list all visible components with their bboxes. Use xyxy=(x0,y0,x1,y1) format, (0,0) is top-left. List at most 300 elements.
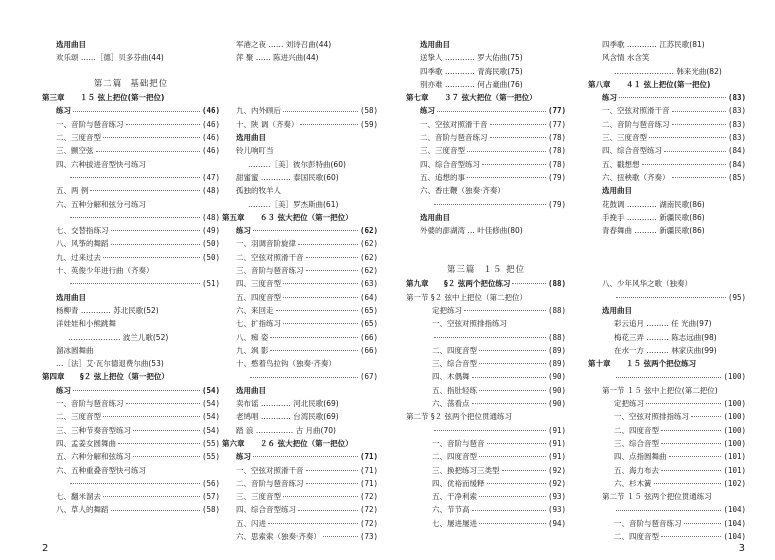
toc-entry xyxy=(222,158,378,171)
entry-text: 杨柳青 ………… 苏北民歌(52) xyxy=(56,305,159,315)
page-ref: (104) xyxy=(723,531,746,541)
toc-entry xyxy=(42,357,220,370)
part-title-text: １５ 把位 xyxy=(483,265,526,276)
toc-entry xyxy=(588,397,746,410)
part-title-text: 第三篇 xyxy=(446,265,476,276)
page-ref: (48) xyxy=(201,212,220,222)
dot-leader xyxy=(103,496,200,497)
entry-text: 四、三度音型 xyxy=(236,279,281,289)
dot-leader xyxy=(472,377,546,378)
dot-leader xyxy=(619,97,726,98)
toc-entry xyxy=(588,424,746,437)
dot-leader xyxy=(298,244,358,245)
toc-entry xyxy=(222,344,378,357)
entry-text: 四、综合音型练习 xyxy=(236,505,296,515)
toc-entry xyxy=(588,211,746,224)
part-title-text: 第二篇 xyxy=(93,78,123,89)
dot-leader xyxy=(479,390,546,391)
toc-entry xyxy=(222,118,378,131)
page-ref: (92) xyxy=(547,478,566,488)
dot-leader xyxy=(96,151,200,152)
page-ref: (62) xyxy=(359,226,378,236)
toc-entry xyxy=(222,237,378,250)
entry-text: 老鸠唱 ………… 台湾民歌(69) xyxy=(236,412,339,422)
entry-text: 三、音阶与琶音练习 xyxy=(236,266,304,276)
entry-text: 二、四度音型 xyxy=(432,345,477,355)
toc-entry xyxy=(406,158,566,171)
entry-text: 练习 xyxy=(602,93,617,103)
page-ref: (89) xyxy=(547,345,566,355)
dot-leader xyxy=(283,111,358,112)
section-heading xyxy=(588,184,746,197)
chapter-label: 第十章 xyxy=(588,359,611,369)
toc-entry xyxy=(42,144,220,157)
toc-entry xyxy=(406,410,566,423)
page-ref: (49) xyxy=(201,226,220,236)
toc-column-2 xyxy=(222,38,378,543)
toc-entry xyxy=(42,224,220,237)
entry-text: 五、戳想想 xyxy=(602,159,640,169)
dot-leader xyxy=(306,270,358,271)
entry-text: 十、英俊少年进行曲（齐奏） xyxy=(56,266,154,276)
toc-entry xyxy=(222,397,378,410)
dot-leader xyxy=(323,536,358,537)
chapter-label: 第三章 xyxy=(42,93,65,103)
dot-leader xyxy=(283,297,358,298)
entry-text: 七、扩指练习 xyxy=(236,319,281,329)
page-ref: (90) xyxy=(547,385,566,395)
entry-text: 军港之夜 …… 刘诗召曲(44) xyxy=(236,40,332,49)
page-ref: (77) xyxy=(547,119,566,129)
page-ref: (66) xyxy=(359,345,378,355)
toc-entry xyxy=(222,304,378,317)
toc-entry xyxy=(222,490,378,503)
dot-leader xyxy=(133,456,200,457)
page-ref: (78) xyxy=(547,159,566,169)
dot-leader xyxy=(512,283,546,284)
chapter-label: 第七章 xyxy=(406,93,429,103)
entry-text: 定把练习 xyxy=(432,305,462,315)
dot-leader xyxy=(133,430,200,431)
page-ref: (104) xyxy=(723,505,746,515)
toc-entry xyxy=(222,291,378,304)
section-heading xyxy=(222,384,378,397)
entry-text: 铃儿响叮当 xyxy=(236,146,274,156)
entry-text: 送挚人 ………… 罗大佑曲(75) xyxy=(420,53,523,63)
page-ref: (100) xyxy=(723,425,746,435)
toc-entry xyxy=(406,144,566,157)
chapter-title xyxy=(406,277,566,290)
toc-entry xyxy=(42,237,220,250)
toc-entry xyxy=(42,211,220,224)
dot-leader xyxy=(70,283,200,284)
page-ref: (72) xyxy=(359,518,378,528)
toc-entry xyxy=(588,477,746,490)
toc-entry xyxy=(42,131,220,144)
entry-text: 七、翻米溜去 xyxy=(56,492,101,502)
toc-entry xyxy=(42,304,220,317)
toc-entry xyxy=(406,131,566,144)
dot-leader xyxy=(306,483,358,484)
chapter-name: §２ 弦两个把位练习 xyxy=(444,279,511,289)
entry-text: 十、憨着鸟拉钩（独奏·齐奏） xyxy=(236,359,336,369)
entry-text: 在水一方 ……… 林家庆曲(99) xyxy=(614,345,717,355)
page-ref: (57) xyxy=(201,492,220,502)
entry-text: 五、海力布去 xyxy=(614,465,659,475)
section-heading xyxy=(42,38,220,51)
toc-entry xyxy=(222,477,378,490)
page-ref: (67) xyxy=(359,372,378,382)
dot-leader xyxy=(437,111,546,112)
page-ref: (101) xyxy=(723,452,746,462)
chapter-label: 第五章 xyxy=(222,212,245,222)
toc-entry xyxy=(42,410,220,423)
entry-text: 二、三度音型 xyxy=(56,412,101,422)
entry-text: 七、屡进屡进 xyxy=(432,518,477,528)
dot-leader xyxy=(118,443,200,444)
toc-entry xyxy=(588,503,746,516)
entry-text: 风含情 水含笑 xyxy=(602,53,650,63)
entry-text: 三、换把练习三类型 xyxy=(432,465,500,475)
chapter-name: §２ 弦上把位（第一把位） xyxy=(80,372,169,382)
toc-entry xyxy=(42,464,220,477)
page-ref: (71) xyxy=(359,478,378,488)
dot-leader xyxy=(479,350,546,351)
page-ref: (91) xyxy=(547,452,566,462)
toc-entry xyxy=(588,450,746,463)
entry-text: 五、闪进 xyxy=(236,518,266,528)
entry-text: 花鼓调 ………… 湖南民歌(86) xyxy=(602,199,705,209)
toc-entry xyxy=(406,291,566,304)
dot-leader xyxy=(616,377,721,378)
toc-entry xyxy=(42,424,220,437)
dot-leader xyxy=(616,297,726,298)
page-ref: (90) xyxy=(547,372,566,382)
toc-entry xyxy=(222,464,378,477)
entry-text: 三、三度音型 xyxy=(236,492,281,502)
chapter-title xyxy=(588,357,746,370)
entry-text: 萍 聚 …… 陈进兴曲(44) xyxy=(236,53,319,63)
entry-text: 五、指肚轻练 xyxy=(432,385,477,395)
page-ref: (71) xyxy=(359,452,378,462)
toc-entry xyxy=(588,344,746,357)
toc-entry xyxy=(588,38,746,51)
dot-leader xyxy=(306,257,358,258)
entry-text: 六、思索索（独奏·齐奏） xyxy=(236,531,321,541)
dot-leader xyxy=(479,363,546,364)
toc-entry xyxy=(222,51,378,64)
entry-text: 一、音阶与琶音练习 xyxy=(614,518,682,528)
entry-text: 五、干净利索 xyxy=(432,492,477,502)
chapter-title xyxy=(222,437,378,450)
entry-text: 五、四度音型 xyxy=(236,292,281,302)
dot-leader xyxy=(661,470,721,471)
chapter-label: 第六章 xyxy=(222,438,245,448)
toc-entry xyxy=(588,51,746,64)
page-ref: (88) xyxy=(547,332,566,342)
chapter-name: ２６ 弦大把位（第一把位） xyxy=(260,438,353,448)
page-ref: (91) xyxy=(547,425,566,435)
entry-text: 彩云追月 ……… 任 光曲(97) xyxy=(614,319,712,329)
page-ref: (54) xyxy=(201,399,220,409)
page-ref: (58) xyxy=(359,106,378,116)
toc-entry xyxy=(222,277,378,290)
toc-entry xyxy=(406,450,566,463)
dot-leader xyxy=(70,177,200,178)
section-heading-text: 选用曲目 xyxy=(236,385,266,395)
entry-text: 三、三度音型 xyxy=(602,133,647,143)
entry-text: 青春舞曲 ……… 新疆民歌(86) xyxy=(602,226,705,236)
page-ref: (50) xyxy=(201,239,220,249)
dot-leader xyxy=(283,283,358,284)
toc-entry xyxy=(406,370,566,383)
dot-leader xyxy=(434,204,546,205)
part-title xyxy=(42,78,220,91)
dot-leader xyxy=(283,323,358,324)
toc-entry xyxy=(588,317,746,330)
entry-text: 八、痴 姿 xyxy=(236,332,269,342)
chapter-title xyxy=(588,78,746,91)
page-ref: (93) xyxy=(547,505,566,515)
toc-entry xyxy=(42,264,220,277)
entry-text: 定把练习 xyxy=(614,399,644,409)
dot-leader xyxy=(300,124,358,125)
dot-leader xyxy=(250,377,358,378)
dot-leader xyxy=(482,164,546,165)
section-heading-text: 选用曲目 xyxy=(56,292,86,302)
entry-text: 第二节 §２ 弦两个把位贯通练习 xyxy=(406,412,513,422)
toc-column-3 xyxy=(406,38,566,530)
entry-text: 手挽手 ………… 新疆民歌(86) xyxy=(602,212,705,222)
toc-entry xyxy=(42,184,220,197)
dot-leader xyxy=(111,244,200,245)
toc-entry xyxy=(406,184,566,197)
dot-leader xyxy=(661,430,721,431)
entry-text: 别亦难 ………… 何占豪曲(76) xyxy=(420,79,523,89)
section-heading xyxy=(406,211,566,224)
page-number-left: 2 xyxy=(42,543,49,554)
toc-entry xyxy=(406,397,566,410)
page-ref: (54) xyxy=(201,412,220,422)
toc-entry xyxy=(222,198,378,211)
section-heading-text: 选用曲目 xyxy=(420,40,450,49)
chapter-name: １５ 弦两个把位练习 xyxy=(626,359,697,369)
entry-text: 七、交替指练习 xyxy=(56,226,109,236)
page-ref: (92) xyxy=(547,465,566,475)
toc-entry xyxy=(406,384,566,397)
section-heading-text: 选用曲目 xyxy=(602,305,632,315)
page-ref: (54) xyxy=(201,385,220,395)
entry-text: 第一节 １５ 弦中上把位(第二把位) xyxy=(602,385,718,395)
toc-entry xyxy=(42,317,220,330)
entry-text: 第二节 １５ 弦两个把位贯通练习 xyxy=(602,492,712,502)
page-ref: (54) xyxy=(201,425,220,435)
entry-text: 二、空弦对照滑干音 xyxy=(236,252,304,262)
page-ref: (88) xyxy=(547,305,566,315)
toc-entry xyxy=(588,65,746,78)
chapter-name: １５ 弦上把位(第一把位) xyxy=(80,93,165,103)
toc-entry xyxy=(222,530,378,543)
toc-entry xyxy=(588,144,746,157)
toc-entry xyxy=(222,38,378,51)
section-heading xyxy=(588,304,746,317)
entry-text: 孤独的牧羊人 xyxy=(236,186,281,196)
toc-entry xyxy=(406,304,566,317)
dot-leader xyxy=(253,230,358,231)
page-ref: (46) xyxy=(201,146,220,156)
entry-text: 五、两 例 xyxy=(56,186,89,196)
entry-text: 外婆的澎湖湾 … 叶佳修曲(80) xyxy=(420,226,523,236)
page-ref: (83) xyxy=(727,93,746,103)
toc-entry xyxy=(222,171,378,184)
toc-entry xyxy=(42,331,220,344)
page-ref: (101) xyxy=(723,465,746,475)
entry-text: 五、六种分解和弦练习 xyxy=(56,452,131,462)
entry-text: 练习 xyxy=(236,452,251,462)
entry-text: 二、音阶与琶音练习 xyxy=(420,133,488,143)
entry-text: 二、音阶与琶音练习 xyxy=(236,478,304,488)
toc-entry xyxy=(588,410,746,423)
page-ref: (73) xyxy=(359,531,378,541)
page-ref: (46) xyxy=(201,106,220,116)
spacer xyxy=(222,91,378,104)
toc-entry xyxy=(42,503,220,516)
dot-leader xyxy=(479,456,546,457)
page-ref: (95) xyxy=(727,292,746,302)
toc-entry xyxy=(588,118,746,131)
dot-leader xyxy=(490,137,546,138)
page-ref: (79) xyxy=(547,199,566,209)
toc-entry xyxy=(42,437,220,450)
entry-text: 六、节节高 xyxy=(432,505,470,515)
entry-text: 洋娃娃和小熊跳舞 xyxy=(56,319,116,329)
entry-text: 踏 浪 …………… 古 月曲(70) xyxy=(236,425,336,435)
toc-entry xyxy=(42,397,220,410)
page-ref: (90) xyxy=(547,399,566,409)
chapter-label: 第八章 xyxy=(588,79,611,89)
toc-entry xyxy=(406,464,566,477)
page-ref: (65) xyxy=(359,319,378,329)
section-heading-text: 选用曲目 xyxy=(602,186,632,196)
entry-text: 一、空弦对照滑干音 xyxy=(420,119,488,129)
dot-leader xyxy=(479,523,546,524)
entry-text: 二、四度音型 xyxy=(614,425,659,435)
entry-text: 六、五种重叠音型快弓练习 xyxy=(56,465,146,475)
page-ref: (62) xyxy=(359,252,378,262)
toc-entry xyxy=(406,104,566,117)
entry-text: …………………… 韩来光曲(82) xyxy=(614,66,722,76)
toc-entry xyxy=(406,317,566,330)
dot-leader xyxy=(73,390,200,391)
page-ref: (62) xyxy=(359,239,378,249)
entry-text: 六、来回走 xyxy=(236,305,274,315)
page-ref: (78) xyxy=(547,146,566,156)
dot-leader xyxy=(472,510,546,511)
entry-text: 二、四度音型 xyxy=(614,531,659,541)
toc-entry xyxy=(406,171,566,184)
entry-text: 练习 xyxy=(56,385,71,395)
dot-leader xyxy=(270,337,358,338)
entry-text: 三、颤空弦 xyxy=(56,146,94,156)
toc-entry xyxy=(42,490,220,503)
toc-entry xyxy=(406,51,566,64)
section-heading xyxy=(42,291,220,304)
page-ref: (71) xyxy=(359,465,378,475)
page-ref: (55) xyxy=(201,452,220,462)
toc-entry xyxy=(222,450,378,463)
toc-entry xyxy=(42,450,220,463)
dot-leader xyxy=(502,470,546,471)
toc-entry xyxy=(42,198,220,211)
toc-entry xyxy=(406,477,566,490)
dot-leader xyxy=(434,337,546,338)
toc-entry xyxy=(406,437,566,450)
entry-text: 五、追想的事 xyxy=(420,172,465,182)
toc-entry xyxy=(588,331,746,344)
page-ref: (94) xyxy=(547,518,566,528)
toc-entry xyxy=(222,357,378,370)
toc-column-1 xyxy=(42,38,220,517)
page-ref: (50) xyxy=(201,252,220,262)
toc-entry xyxy=(222,370,378,383)
dot-leader xyxy=(467,151,546,152)
toc-entry xyxy=(406,503,566,516)
spacer xyxy=(588,264,746,277)
page-ref: (63) xyxy=(359,279,378,289)
toc-entry xyxy=(406,65,566,78)
page-ref: (93) xyxy=(547,492,566,502)
entry-text: 二、音阶与琶音练习 xyxy=(602,119,670,129)
page-ref: (100) xyxy=(723,438,746,448)
entry-text: 一、音阶与琶音练习 xyxy=(56,399,124,409)
toc-entry xyxy=(222,224,378,237)
dot-leader xyxy=(464,310,546,311)
page-ref: (64) xyxy=(359,292,378,302)
chapter-label: 第四章 xyxy=(42,372,65,382)
entry-text: 六、杉木簧 xyxy=(614,478,652,488)
entry-text: 练习 xyxy=(420,106,435,116)
toc-entry xyxy=(222,410,378,423)
section-heading xyxy=(222,131,378,144)
entry-text: 四、六种拔进音型快弓练习 xyxy=(56,159,146,169)
page-ref: (51) xyxy=(201,279,220,289)
section-heading-text: 选用曲目 xyxy=(420,212,450,222)
toc-entry xyxy=(588,104,746,117)
toc-entry xyxy=(222,424,378,437)
dot-leader xyxy=(70,483,200,484)
entry-text: 一、音阶与琶音 xyxy=(432,438,485,448)
page-ref: (84) xyxy=(727,146,746,156)
spacer xyxy=(222,65,378,78)
dot-leader xyxy=(434,430,546,431)
spacer xyxy=(588,237,746,250)
entry-text: 一、音阶与琶音练习 xyxy=(56,119,124,129)
entry-text: 甜蜜蜜 ………… 泰国民歌(60) xyxy=(236,172,339,182)
toc-entry xyxy=(42,104,220,117)
entry-text: 练习 xyxy=(56,106,71,116)
dot-leader xyxy=(487,443,546,444)
chapter-title xyxy=(42,370,220,383)
dot-leader xyxy=(487,483,546,484)
dot-leader xyxy=(669,456,722,457)
dot-leader xyxy=(664,151,726,152)
section-heading-text: 选用曲目 xyxy=(236,133,266,143)
page-ref: (83) xyxy=(727,119,746,129)
page-ref: (100) xyxy=(723,399,746,409)
entry-text: 六、荡看点 xyxy=(432,399,470,409)
entry-text: 一、羽调音阶旋律 xyxy=(236,239,296,249)
dot-leader xyxy=(490,124,546,125)
